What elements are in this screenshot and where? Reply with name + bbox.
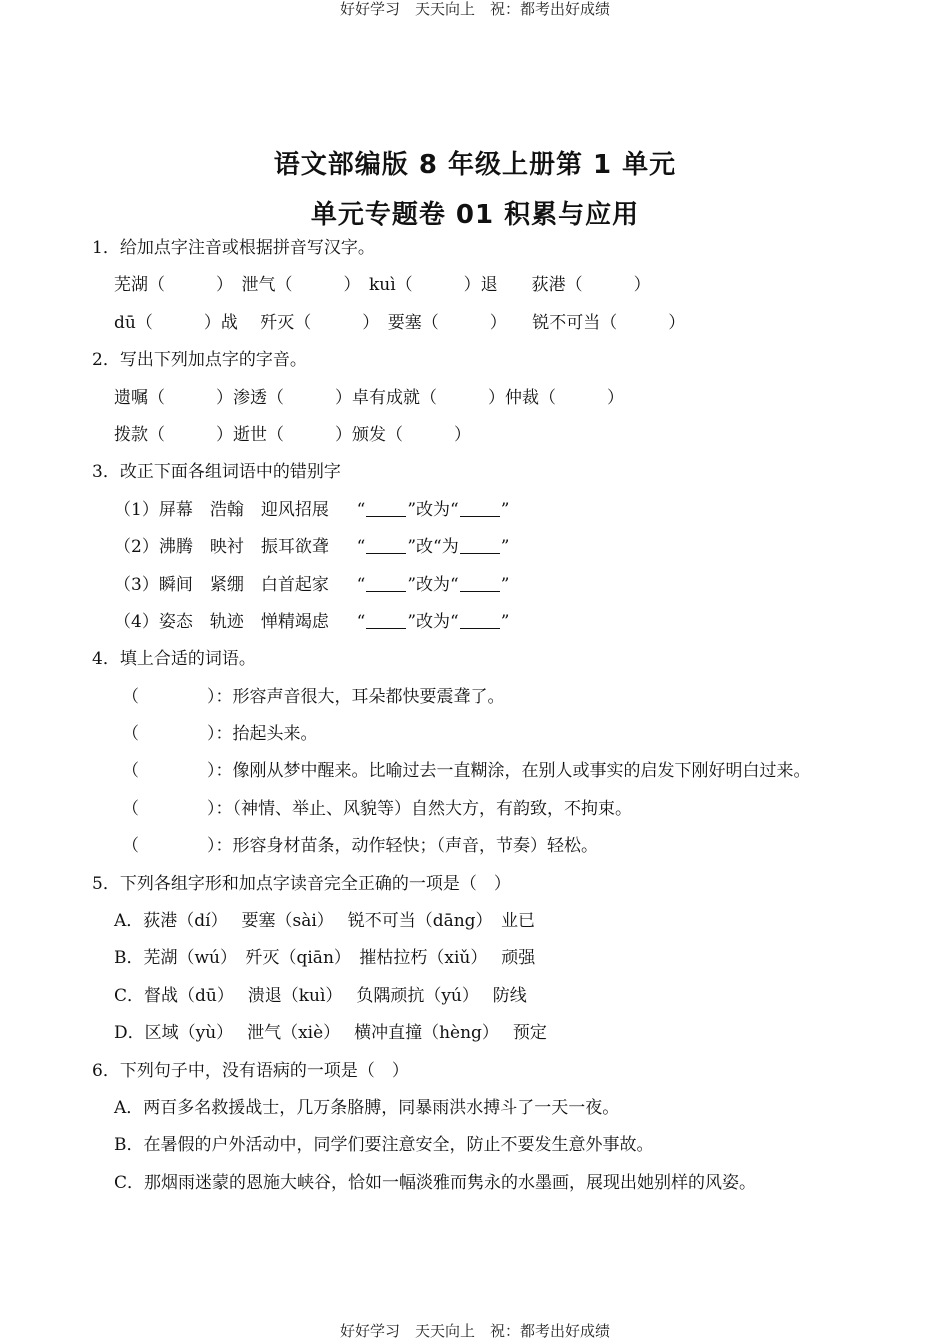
answer-blank[interactable]: [366, 537, 406, 554]
doc-subtitle: 单元专题卷 01 积累与应用: [310, 200, 640, 230]
quote-close: ”: [500, 537, 510, 558]
answer-blank[interactable]: [366, 575, 406, 592]
q3-item: [92, 492, 932, 529]
page-header: 好好学习 天天向上 祝：都考出好成绩: [339, 0, 610, 18]
q6-stem: 6．下列句子中，没有语病的一项是（ ）: [92, 1060, 409, 1081]
q2-row: 拨款（ ）逝世（ ）颁发（ ）: [114, 424, 471, 445]
q5-option-d[interactable]: D．区域（yù） 泄气（xiè） 横冲直撞（hèng） 预定: [114, 1023, 547, 1044]
q1-row: 芜湖（ ） 泄气（ ） kuì（ ）退 荻港（ ）: [114, 275, 651, 296]
q5-option-a[interactable]: A．荻港（dí） 要塞（sài） 锐不可当（dāng） 业已: [114, 911, 536, 932]
q5-option-b[interactable]: B．芜湖（wú） 歼灭（qiān） 摧枯拉朽（xiǔ） 顽强: [114, 948, 536, 969]
quote-close: ”: [500, 499, 510, 520]
answer-blank[interactable]: [460, 575, 500, 592]
answer-blank[interactable]: [366, 612, 406, 629]
q4-item: （ ）：形容声音很大，耳朵都快要震聋了。: [122, 686, 505, 707]
answer-blank[interactable]: [460, 537, 500, 554]
quote-open: “: [356, 499, 366, 520]
answer-blank[interactable]: [366, 500, 406, 517]
q1-stem: 1．给加点字注音或根据拼音写汉字。: [92, 238, 375, 258]
quote-open: “: [356, 574, 366, 595]
question-content: [92, 230, 932, 1202]
answer-blank[interactable]: [460, 612, 500, 629]
q3-words: （3）瞬间 紧绷 白首起家: [114, 574, 329, 595]
q3-correction: ”改为“: [407, 499, 459, 520]
doc-title: 语文部编版 8 年级上册第 1 单元: [273, 150, 677, 180]
q5-stem: 5．下列各组字形和加点字读音完全正确的一项是（ ）: [92, 873, 511, 894]
q4-item: （ ）：（神情、举止、风貌等）自然大方，有韵致，不拘束。: [122, 798, 632, 819]
q5-option-c[interactable]: C．督战（dū） 溃退（kuì） 负隅顽抗（yú） 防线: [114, 985, 527, 1006]
q2-row: 遗嘱（ ）渗透（ ）卓有成就（ ）仲裁（ ）: [114, 387, 624, 408]
quote-close: ”: [500, 574, 510, 595]
quote-close: ”: [500, 611, 510, 632]
q1-row: dū（ ）战 歼灭（ ） 要塞（ ） 锐不可当（ ）: [114, 312, 686, 333]
answer-blank[interactable]: [460, 500, 500, 517]
q3-words: （2）沸腾 映衬 振耳欲聋: [114, 537, 329, 558]
q3-words: （4）姿态 轨迹 惮精竭虑: [114, 611, 329, 632]
quote-open: “: [356, 611, 366, 632]
q6-option-c[interactable]: C．那烟雨迷蒙的恩施大峡谷，恰如一幅淡雅而隽永的水墨画，展现出她别样的风姿。: [114, 1172, 757, 1193]
q2-stem: 2．写出下列加点字的字音。: [92, 350, 307, 371]
q3-words: （1）屏幕 浩翰 迎风招展: [114, 499, 329, 520]
q6-option-b[interactable]: B．在暑假的户外活动中，同学们要注意安全，防止不要发生意外事故。: [114, 1135, 654, 1156]
q4-item: （ ）：形容身材苗条，动作轻快；（声音，节奏）轻松。: [122, 836, 598, 857]
quote-open: “: [356, 537, 366, 558]
q3-correction: ”改为“: [407, 574, 459, 595]
q6-option-a[interactable]: A．两百多名救援战士，几万条胳膊，同暴雨洪水搏斗了一天一夜。: [114, 1097, 620, 1118]
q3-correction: ”改“为: [407, 537, 459, 558]
q3-stem: 3．改正下面各组词语中的错别字: [92, 462, 341, 483]
page-footer: 好好学习 天天向上 祝：都考出好成绩: [339, 1322, 610, 1340]
q4-item: （ ）：像刚从梦中醒来。比喻过去一直糊涂，在别人或事实的启发下刚好明白过来。: [122, 761, 811, 782]
q4-stem: 4．填上合适的词语。: [92, 649, 256, 670]
q3-correction: ”改为“: [407, 611, 459, 632]
q3-item: [92, 567, 932, 604]
q3-item: [92, 529, 932, 566]
q3-item: [92, 604, 932, 641]
q4-item: （ ）：抬起头来。: [122, 724, 318, 745]
